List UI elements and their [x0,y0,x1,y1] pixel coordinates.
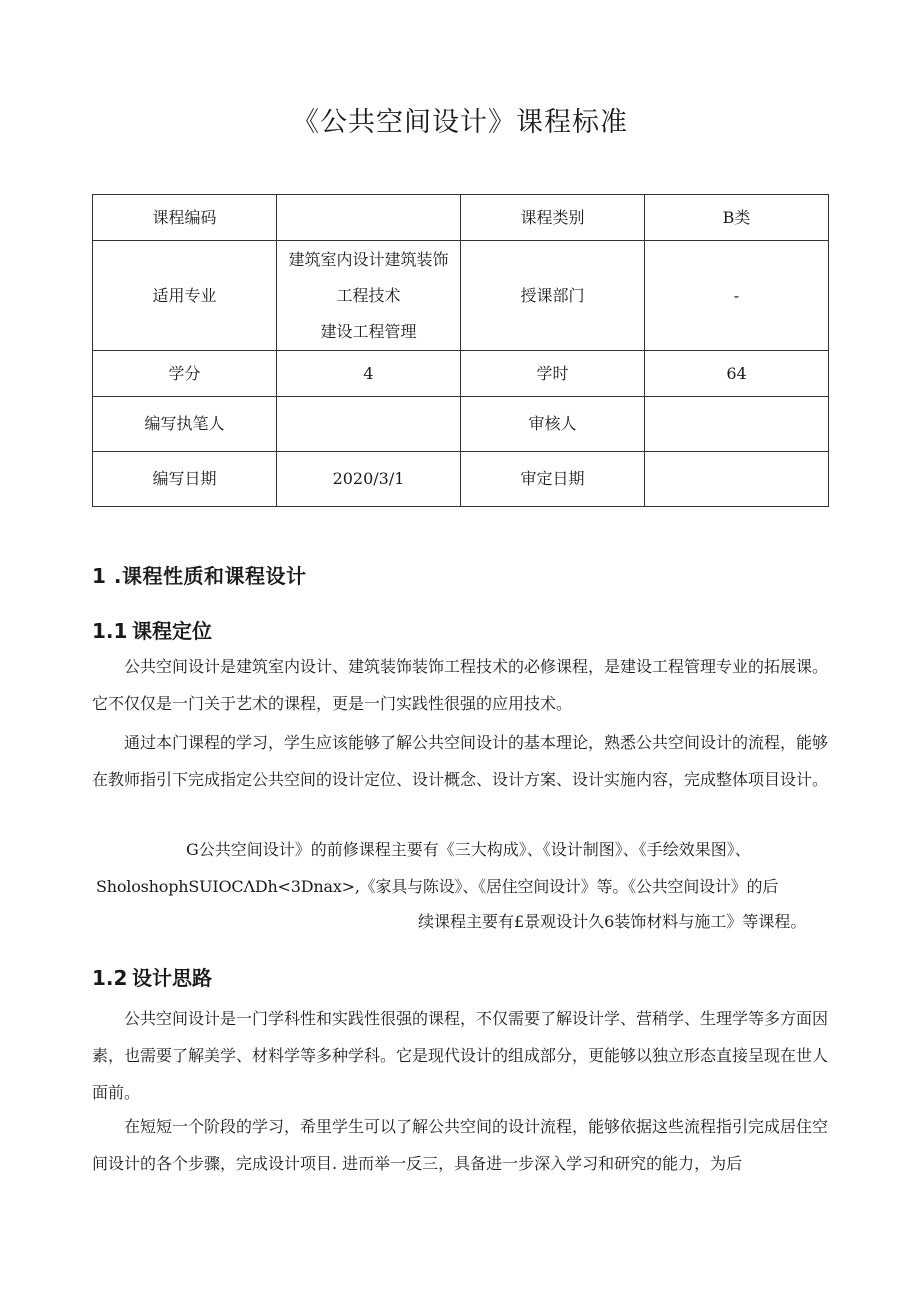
table-row [93,195,829,241]
section-heading-1: 1 .课程性质和课程设计 [92,564,307,588]
paragraph: 通过本门课程的学习，学生应该能够了解公共空间设计的基本理论，熟悉公共空间设计的流程，能够在教师指引下完成指定公共空间的设计定位、设计概念、设计方案、设计实施内容，完成整体项目设计。 [92,733,829,789]
table-label: 授课部门 [461,241,645,351]
table-value: - [645,241,829,351]
table-value-multiline [277,241,461,351]
table-value [645,397,829,452]
table-value [645,452,829,507]
paragraph: 在短短一个阶段的学习，希里学生可以了解公共空间的设计流程，能够依据这些流程指引完成居住空间设计的各个步骤，完成设计项目. 进而举一反三，具备进一步深入学习和研究的能力，为后 [92,1117,829,1173]
section-number: 1.2 [92,966,128,990]
table-value: 2020/3/1 [277,452,461,507]
table-label: 学时 [461,351,645,397]
major-line: 工程技术 [336,285,401,305]
table-value: 64 [645,351,829,397]
table-value [277,195,461,241]
table-label: 编写执笔人 [93,397,277,452]
table-label: 编写日期 [93,452,277,507]
section-heading-1-1 [92,615,212,644]
course-info-table [92,194,829,507]
paragraph-line: SholoshophSUIOCΛDh<3Dnax>,《家具与陈设》、《居住空间设计》等。《公共空间设计》的后 [96,877,779,896]
table-row [93,351,829,397]
document-title: 《公共空间设计》课程标准 [292,107,628,138]
major-line: 建筑室内设计建筑装饰 [288,249,449,269]
table-row [93,397,829,452]
paragraph-line: G公共空间设计》的前修课程主要有《三大构成》、《设计制图》、《手绘效果图》、 [186,840,751,859]
table-label: 学分 [93,351,277,397]
table-label: 课程类别 [461,195,645,241]
section-title: 设计思路 [132,966,212,990]
table-value: B类 [645,195,829,241]
paragraph: 公共空间设计是建筑室内设计、建筑装饰装饰工程技术的必修课程，是建设工程管理专业的拓展课。它不仅仅是一门关于艺术的课程，更是一门实践性很强的应用技术。 [92,657,829,713]
major-line: 建设工程管理 [320,321,417,341]
section-heading-1-2 [92,962,212,991]
paragraph: 公共空间设计是一门学科性和实践性很强的课程，不仅需要了解设计学、营稍学、生理学等多方面因素，也需要了解美学、材料学等多种学科。它是现代设计的组成部分，更能够以独立形态直接呈现在世人面前。 [92,1009,829,1102]
table-row [93,452,829,507]
table-value [277,397,461,452]
section-title: 课程定位 [132,619,212,643]
paragraph-line: 续课程主要有£景观设计久6装饰材料与施工》等课程。 [418,912,807,931]
table-label: 适用专业 [93,241,277,351]
table-row [93,241,829,351]
table-value: 4 [277,351,461,397]
section-number: 1.1 [92,619,128,643]
table-label: 审定日期 [461,452,645,507]
table-label: 课程编码 [93,195,277,241]
table-label: 审核人 [461,397,645,452]
